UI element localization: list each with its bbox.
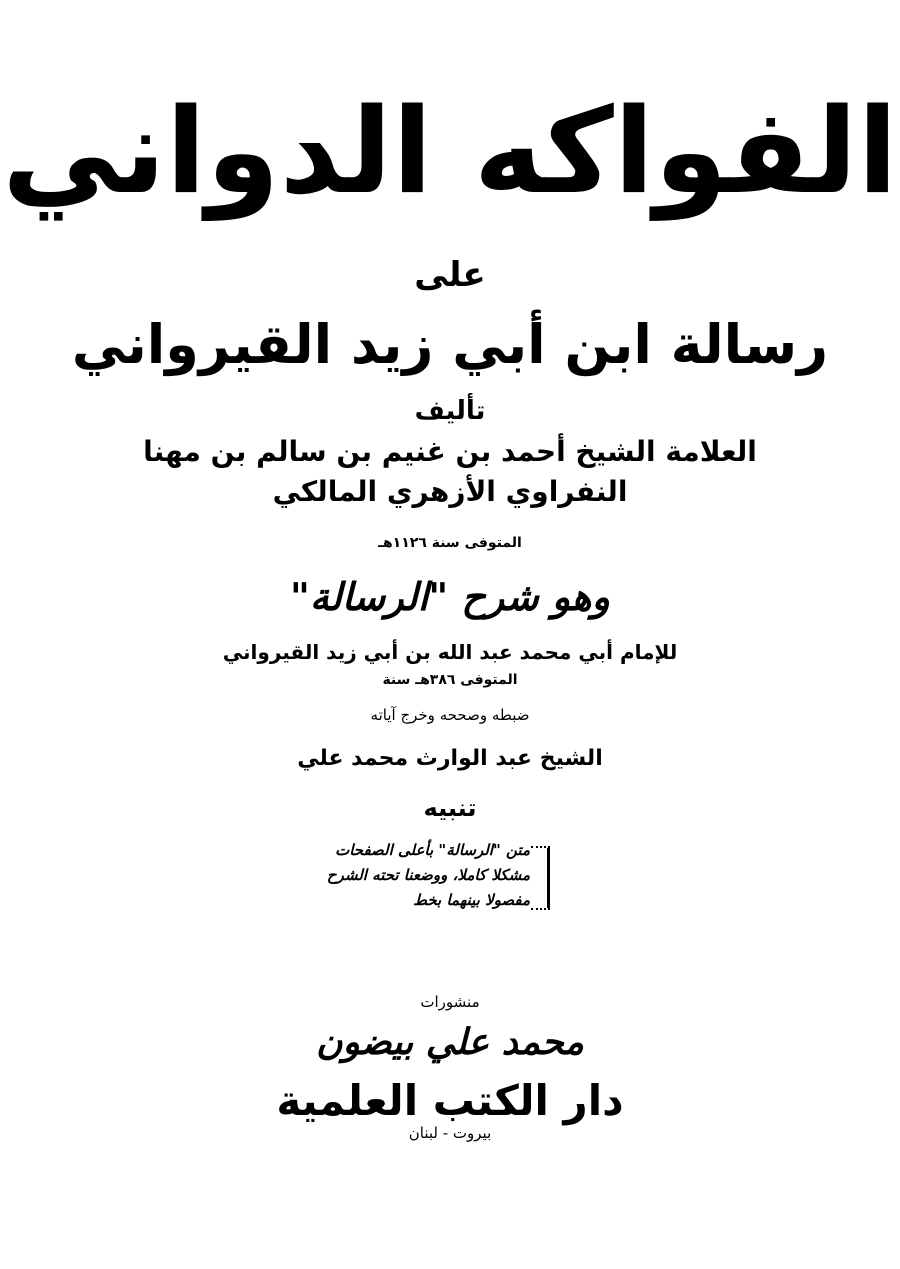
notice-line: متن "الرسالة" بأعلى الصفحات (335, 841, 530, 859)
publications-label: منشورات (420, 993, 480, 1011)
publisher-house-logo: دار الكتب العلمية (276, 1076, 624, 1125)
risala-title: رسالة ابن أبي زيد القيرواني (71, 313, 829, 376)
publisher-city: بيروت - لبنان (408, 1124, 492, 1142)
imam-death-date: المتوفى ٣٨٦هـ سنة (382, 672, 518, 688)
notice-box (320, 838, 550, 913)
sharh-subtitle: وهو شرح "الرسالة" (290, 575, 610, 619)
authored-by-label: تأليف (414, 396, 486, 426)
publisher-name: محمد علي بيضون (316, 1022, 584, 1063)
notice-heading: تنبيه (423, 794, 477, 822)
editor-name: الشيخ عبد الوارث محمد علي (297, 746, 603, 771)
edited-by-label: ضبطه وصححه وخرج آياته (370, 706, 530, 724)
notice-line: مشكلا كاملا، ووضعنا تحته الشرح (326, 866, 530, 884)
author-death-date: المتوفى سنة ١١٢٦هـ (378, 535, 522, 551)
imam-attribution: للإمام أبي محمد عبد الله بن أبي زيد القيرواني (222, 640, 678, 664)
on-connector: على (414, 255, 486, 295)
notice-line: مفصولا بينهما بخط (413, 891, 530, 909)
author-name-line-1: العلامة الشيخ أحمد بن غنيم بن سالم بن مهنا (143, 435, 757, 468)
book-main-title: الفواكه الدواني (2, 82, 898, 220)
author-name-line-2: النفراوي الأزهري المالكي (272, 475, 628, 508)
notice-bracket-mark (531, 846, 550, 910)
